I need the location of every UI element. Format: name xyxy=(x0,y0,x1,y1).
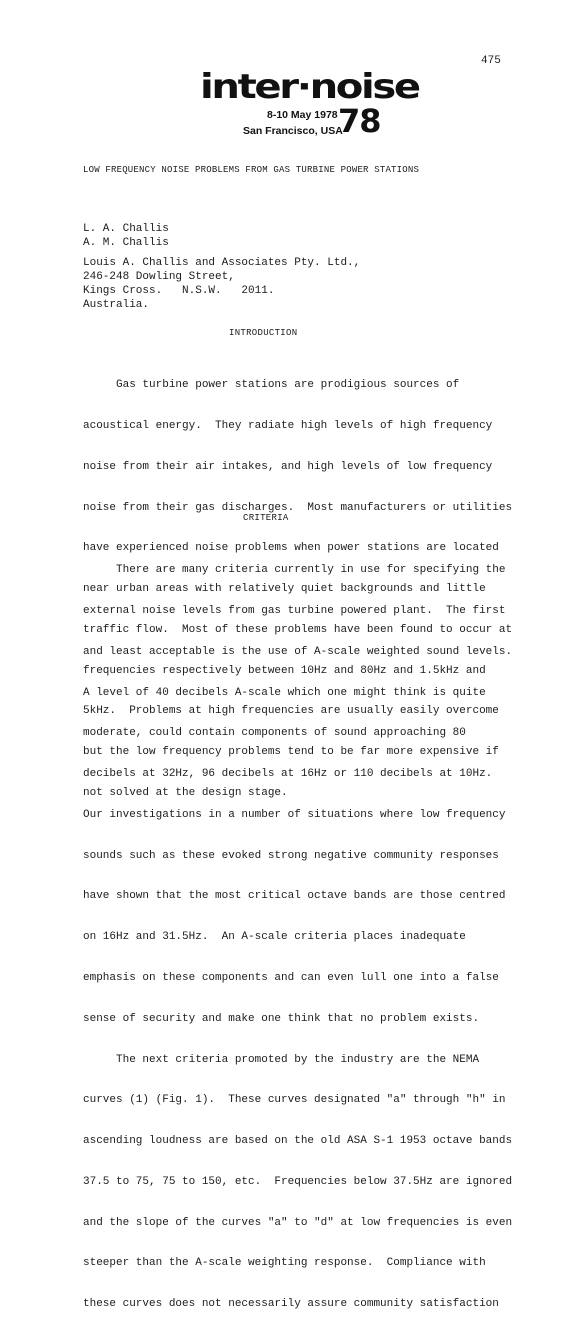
affiliation-line: Louis A. Challis and Associates Pty. Ltd., xyxy=(83,257,361,269)
text-line: Gas turbine power stations are prodigious sources of xyxy=(83,379,460,392)
author-line: A. M. Challis xyxy=(83,237,169,249)
affiliation-line: Kings Cross. N.S.W. 2011. xyxy=(83,285,275,297)
text-line: external noise levels from gas turbine powered plant. The first xyxy=(83,604,506,617)
affiliation-line: 246-248 Dowling Street, xyxy=(83,271,235,283)
text-line: 37.5 to 75, 75 to 150, etc. Frequencies below 37.5Hz are ignored xyxy=(83,1175,513,1188)
text-line: Our investigations in a number of situations where low frequency xyxy=(83,808,506,821)
text-line: emphasis on these components and can even lull one into a false xyxy=(83,972,499,984)
text-line: acoustical energy. They radiate high levels of high frequency xyxy=(83,419,493,432)
logo-dates: 8-10 May 1978 xyxy=(267,109,338,121)
text-line: sense of security and make one think that no problem exists. xyxy=(83,1012,480,1025)
text-line: curves (1) (Fig. 1). These curves designated "a" through "h" in xyxy=(83,1094,506,1107)
text-line: ascending loudness are based on the old ASA S-1 1953 octave bands xyxy=(83,1135,513,1148)
affiliation-line: Australia. xyxy=(83,299,150,311)
text-line: near urban areas with relatively quiet backgrounds and little xyxy=(83,583,486,596)
text-line: and least acceptable is the use of A-scale weighted sound levels. xyxy=(83,645,513,658)
text-line: noise from their air intakes, and high levels of low frequency xyxy=(83,460,493,473)
text-line: noise from their gas discharges. Most manufacturers or utilities xyxy=(83,501,513,514)
logo-year: 78 xyxy=(338,102,381,140)
paper-title: LOW FREQUENCY NOISE PROBLEMS FROM GAS TURBINE POWER STATIONS xyxy=(83,165,420,175)
text-line: not solved at the design stage. xyxy=(83,787,288,799)
text-line: The next criteria promoted by the industry are the NEMA xyxy=(83,1053,480,1066)
text-line: decibels at 32Hz, 96 decibels at 16Hz or 110 decibels at 10Hz. xyxy=(83,768,493,781)
page-number: 475 xyxy=(481,55,501,67)
logo-wordmark: inter·noise xyxy=(200,67,419,107)
text-line: 5kHz. Problems at high frequencies are usually easily overcome xyxy=(83,705,499,718)
criteria-paragraph xyxy=(83,537,513,1325)
introduction-heading: INTRODUCTION xyxy=(229,328,298,338)
text-line: these curves does not necessarily assure community satisfaction xyxy=(83,1298,499,1311)
text-line: traffic flow. Most of these problems have been found to occur at xyxy=(83,623,513,636)
text-line: on 16Hz and 31.5Hz. An A-scale criteria places inadequate xyxy=(83,931,466,944)
author-line: L. A. Challis xyxy=(83,223,169,235)
text-line: There are many criteria currently in use for specifying the xyxy=(83,564,506,577)
criteria-heading: CRITERIA xyxy=(243,513,289,523)
text-line: and the slope of the curves "a" to "d" at low frequencies is even xyxy=(83,1216,513,1229)
text-line: sounds such as these evoked strong negative community responses xyxy=(83,849,499,862)
text-line: frequencies respectively between 10Hz and 80Hz and 1.5kHz and xyxy=(83,664,486,677)
text-line: have shown that the most critical octave bands are those centred xyxy=(83,890,506,903)
logo-location: San Francisco, USA xyxy=(243,125,343,137)
text-line: but the low frequency problems tend to be far more expensive if xyxy=(83,746,499,759)
text-line: have experienced noise problems when power stations are located xyxy=(83,542,499,555)
text-line: steeper than the A-scale weighting response. Compliance with xyxy=(83,1257,486,1270)
text-line: moderate, could contain components of sound approaching 80 xyxy=(83,727,466,740)
text-line: A level of 40 decibels A-scale which one might think is quite xyxy=(83,686,486,699)
conference-logo xyxy=(200,67,419,142)
